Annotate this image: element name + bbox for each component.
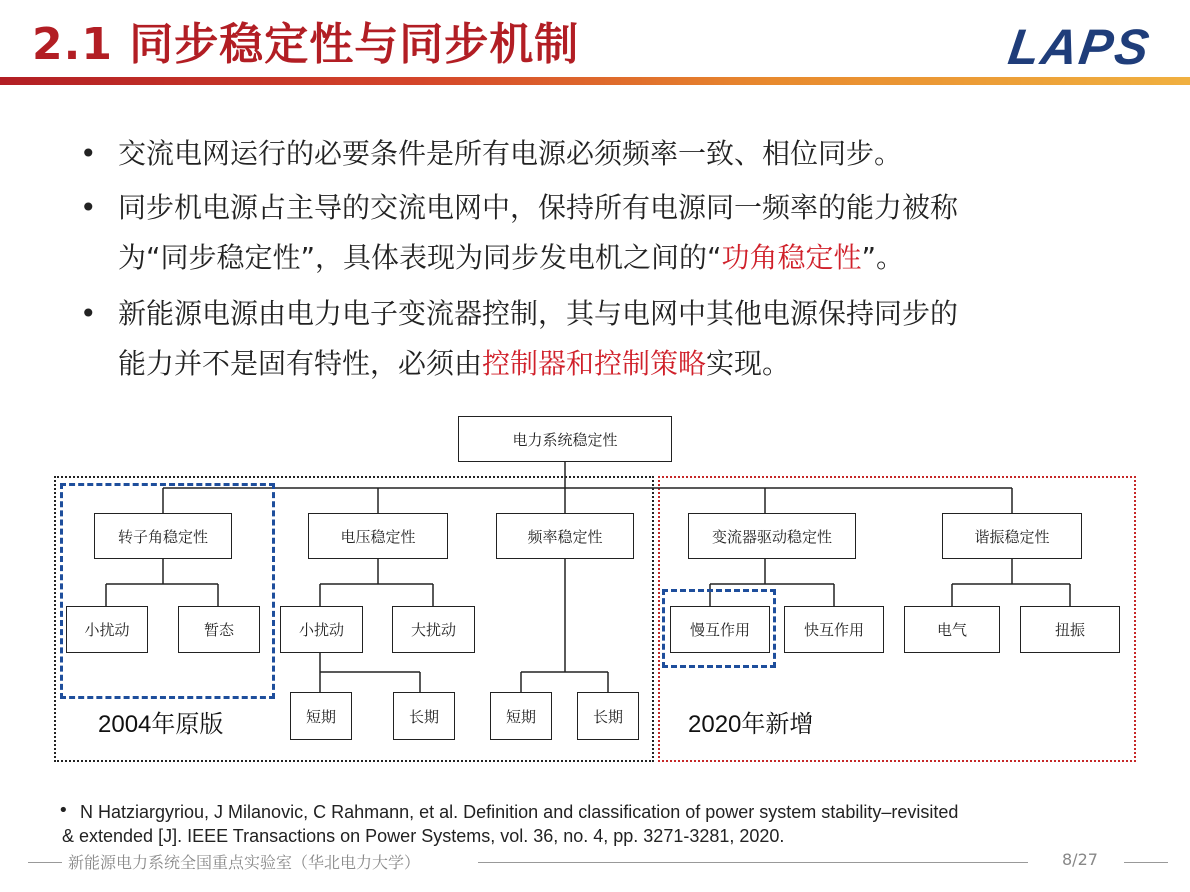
frequency-long-box: 长期: [577, 692, 639, 740]
bullet-3-highlight: 控制器和控制策略: [482, 347, 707, 380]
reference-bullet: •: [58, 800, 69, 821]
voltage-large-box: 大扰动: [392, 606, 475, 653]
footer-line-left: [28, 862, 62, 863]
label-2020-new: 2020年新增: [688, 711, 814, 738]
slide-title: 2.1 同步稳定性与同步机制: [32, 19, 580, 70]
page-number: 8/27: [1062, 850, 1098, 869]
bullet-2-highlight: 功角稳定性: [721, 241, 862, 274]
rotor-small-box: 小扰动: [66, 606, 148, 653]
voltage-small-box: 小扰动: [280, 606, 363, 653]
bullet-3-pre: 能力并不是固有特性，必须由: [118, 347, 483, 380]
label-2004-original: 2004年原版: [98, 711, 224, 738]
slow-interaction-highlight-border: [662, 589, 776, 668]
reference-line-1: N Hatziargyriou, J Milanovic, C Rahmann, et al. Definition and classification of power system stability–revisited: [80, 802, 959, 822]
frequency-box: 频率稳定性: [496, 513, 634, 559]
voltage-short-box: 短期: [290, 692, 352, 740]
reference-citation: [62, 800, 1180, 848]
reference-line-2: & extended [J]. IEEE Transactions on Power Systems, vol. 36, no. 4, pp. 3271-3281, 2020.: [62, 826, 785, 846]
bullet-dot: •: [80, 137, 97, 170]
resonance-box: 谐振稳定性: [942, 513, 1082, 559]
bullet-1-line-1: 交流电网运行的必要条件是所有电源必须频率一致、相位同步。: [118, 137, 903, 170]
electrical-box: 电气: [904, 606, 1000, 653]
fast-interaction-box: 快互作用: [784, 606, 884, 653]
footer-line-middle: [478, 862, 1028, 863]
footer-line-right: [1124, 862, 1168, 863]
laps-logo: LAPS: [1004, 19, 1154, 75]
rotor-angle-box: 转子角稳定性: [94, 513, 232, 559]
bullet-2-pre: 为“同步稳定性”，具体表现为同步发电机之间的“: [118, 241, 722, 274]
bullet-2-post: ”。: [861, 241, 905, 274]
bullet-3-post: 实现。: [706, 347, 791, 380]
slow-interaction-box: 慢互作用: [670, 606, 770, 653]
rotor-transient-box: 暂态: [178, 606, 260, 653]
voltage-box: 电压稳定性: [308, 513, 448, 559]
converter-box: 变流器驱动稳定性: [688, 513, 856, 559]
bullet-2-line-1: 同步机电源占主导的交流电网中，保持所有电源同一频率的能力被称: [118, 191, 959, 224]
bullet-dot: •: [80, 191, 97, 224]
torsional-box: 扭振: [1020, 606, 1120, 653]
rotor-highlight-border: [60, 483, 275, 699]
root-box: 电力系统稳定性: [458, 416, 672, 462]
footer-lab-name: 新能源电力系统全国重点实验室（华北电力大学）: [68, 853, 421, 872]
frequency-short-box: 短期: [490, 692, 552, 740]
bullet-3-line-1: 新能源电源由电力电子变流器控制，其与电网中其他电源保持同步的: [118, 297, 959, 330]
voltage-long-box: 长期: [393, 692, 455, 740]
bullet-dot: •: [80, 297, 97, 330]
